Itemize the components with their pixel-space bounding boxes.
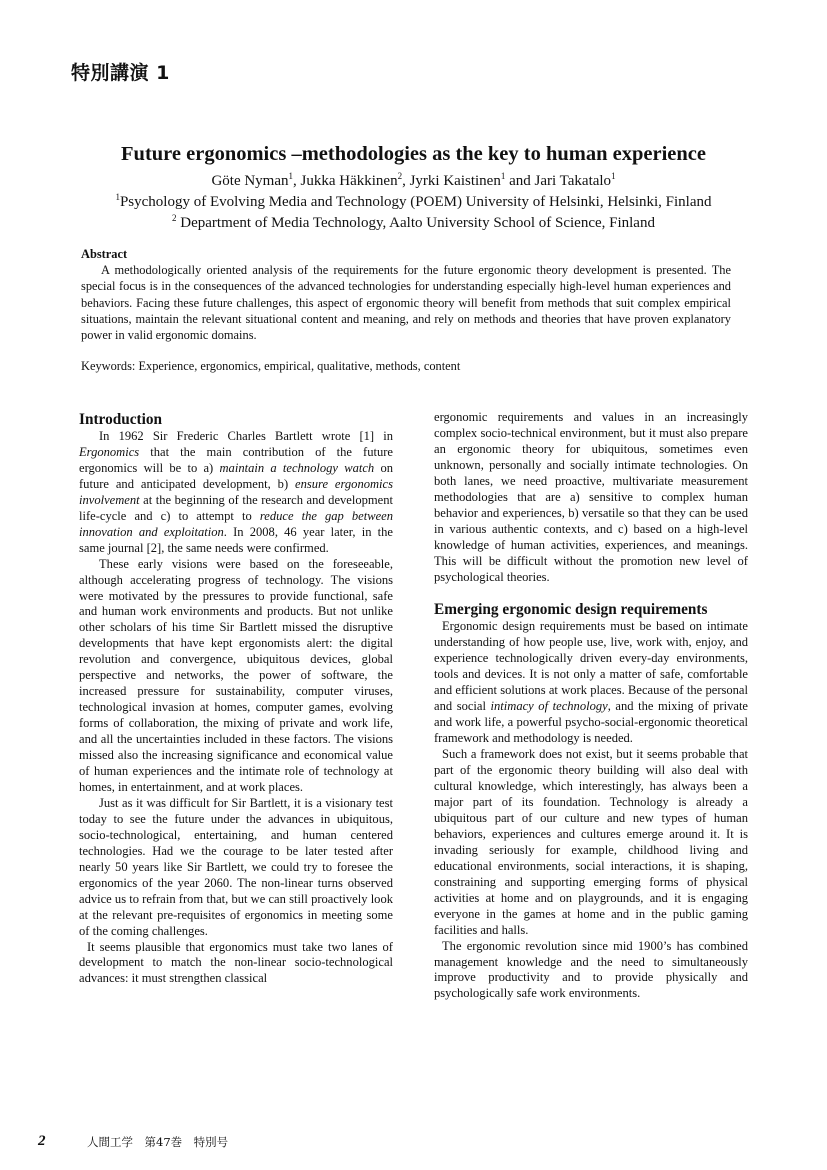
- affiliation-mark: 1: [288, 171, 294, 181]
- emphasis-text: Ergonomics: [79, 444, 140, 459]
- section-label: 特別講演 1: [71, 62, 170, 84]
- paragraph: It seems plausible that ergonomics must take two lanes of development to match the non-linear socio-technological advances: it must strengthen classical: [79, 939, 393, 986]
- emphasis-text: maintain a technology watch: [219, 460, 375, 475]
- text-run: at the beginning of the research and development life-cycle and c) to attempt to: [79, 492, 393, 523]
- affiliation-mark: 1: [115, 192, 120, 202]
- text-run: , and the mixing of private and work life, a powerful psycho-social-ergonomic theoretical framework and methodology is needed.: [434, 699, 748, 746]
- paragraph: The ergonomic revolution since mid 1900’s has combined management knowledge and the need to simultaneously improve productivity and to provide physically and psychologically safe work environments.: [434, 938, 748, 1001]
- journal-info: 人間工学 第47巻 特別号: [87, 1135, 229, 1149]
- right-column: [434, 410, 748, 1002]
- paper-title: Future ergonomics –methodologies as the key to human experience: [121, 143, 706, 165]
- section-heading-emerging: Emerging ergonomic design requirements: [434, 601, 708, 619]
- left-column: [79, 410, 393, 987]
- author-separator: ,: [402, 173, 410, 189]
- abstract-heading: Abstract: [81, 247, 128, 261]
- author-list: [0, 171, 827, 192]
- page-number: 2: [38, 1133, 46, 1149]
- author-separator: ,: [293, 173, 301, 189]
- author-name: Jukka Häkkinen: [300, 173, 398, 189]
- emphasis-text: reduce the gap between innovation and exploitation: [79, 508, 393, 539]
- paragraph-continued: ergonomic requirements and values in an increasingly complex socio-technical environment, but it must also prepare an ergonomic theory for ubiquitous, sometimes even unknown, personally and socially intimate technologies. On both lanes, we need proactive, multivariate measurement methodologies that are a) sensitive to complex human behavior and experiences, b) versatile so that they can be used in various authentic contexts, and c) based on a high-level knowledge of human activities, experiences, and meanings. This will be difficult without the promotion new level of psychological theories.: [434, 410, 748, 584]
- emphasis-text: intimacy of technology: [490, 699, 608, 714]
- author-name: Jyrki Kaistinen: [409, 173, 501, 189]
- text-run: that the main contribution of the future ergonomics will be to a): [79, 444, 393, 475]
- paragraph: Such a framework does not exist, but it seems probable that part of the ergonomic theory building will also deal with cultural knowledge, which interestingly, has always been a major part of its foundation. Technology is already a ubiquitous part of our culture and new types of human behaviors, experiences and cultures emerge around it. It is invading seriously for example, childhood living and educational environments, social interactions, it is shaping, constraining and supporting emerging forms of physical activities at home and on playgrounds, and it is engaging everyone in the games at home and in the public gaming facilities and halls.: [434, 747, 748, 937]
- author-name: Jari Takatalo: [534, 173, 612, 189]
- affiliation-line: [0, 192, 827, 213]
- abstract-text: A methodologically oriented analysis of the requirements for the future ergonomic theory development is presented. The special focus is in the consequences of the advanced technologies for understanding especially high-level human experiences and behaviors. Facing these future challenges, this aspect of ergonomic theory will benefit from methods that suit complex empirical situations, maintain the relevant situational content and meaning, and rely on methods and theories that have proven explanatory power in valid ergonomic domains.: [81, 263, 731, 343]
- affiliation-line: [0, 213, 827, 234]
- text-run: In 1962 Sir Frederic Charles Bartlett wrote [1] in: [99, 429, 393, 443]
- section-heading-introduction: Introduction: [79, 411, 163, 428]
- affiliation-text: Department of Media Technology, Aalto University School of Science, Finland: [176, 215, 655, 231]
- affiliation-mark: 2: [397, 171, 403, 181]
- keywords: Keywords: Experience, ergonomics, empirical, qualitative, methods, content: [81, 359, 461, 373]
- author-block: [0, 171, 827, 234]
- author-separator: and: [505, 173, 535, 189]
- affiliation-text: Psychology of Evolving Media and Technology (POEM) University of Helsinki, Helsinki, Finland: [119, 194, 712, 210]
- text-run: Ergonomic design requirements must be based on intimate understanding of how people use, live, work with, enjoy, and experience technologically driven every-day environments, tools and devices. It is not only a matter of safe, comfortable and efficient solutions at work places. Because of the personal and social: [434, 619, 748, 714]
- text-run: on future and anticipated development, b): [79, 460, 393, 491]
- paragraph: Just as it was difficult for Sir Bartlett, it is a visionary test today to see the future under the advances in ubiquitous, socio-technological, entertaining, and human centered technologies. Had we the courage to be later tested after nearly 50 years like Sir Bartlett, we could try to foresee the ergonomics of the year 2060. The non-linear turns observed advice us to refrain from that, but we can still proactively look at the relevant pre-requisites of ergonomics in meeting some of the coming challenges.: [79, 795, 393, 938]
- author-name: Göte Nyman: [211, 173, 289, 189]
- affiliation-mark: 1: [500, 171, 506, 181]
- affiliation-mark: 1: [611, 171, 616, 181]
- paragraph: [434, 619, 748, 747]
- paragraph: [79, 429, 393, 557]
- text-run: . In 2008, 46 year later, in the same journal [2], the same needs were confirmed.: [79, 524, 393, 555]
- affiliation-mark: 2: [172, 213, 177, 223]
- abstract: [81, 246, 731, 343]
- emphasis-text: ensure ergonomics involvement: [79, 476, 393, 507]
- paragraph: These early visions were based on the foreseeable, although accelerating progress of technology. The visions were motivated by the pressures to provide functional, safe and human work environments and products. But not unlike other scholars of his time Sir Bartlett missed the disruptive developments that have kept ergonomists alert: the digital revolution and convergence, ubiquitous devices, global perspective and networks, the power of software, the increased pressure for sustainability, computer viruses, technological invasion at homes, computer games, evolving forms of collaboration, the mixing of private and work life, and all the uncertainties included in these factors. The visions missed also the increasing significance and economical value of human experiences and the intimate role of technology at homes, in entertainment, and at work places.: [79, 556, 393, 794]
